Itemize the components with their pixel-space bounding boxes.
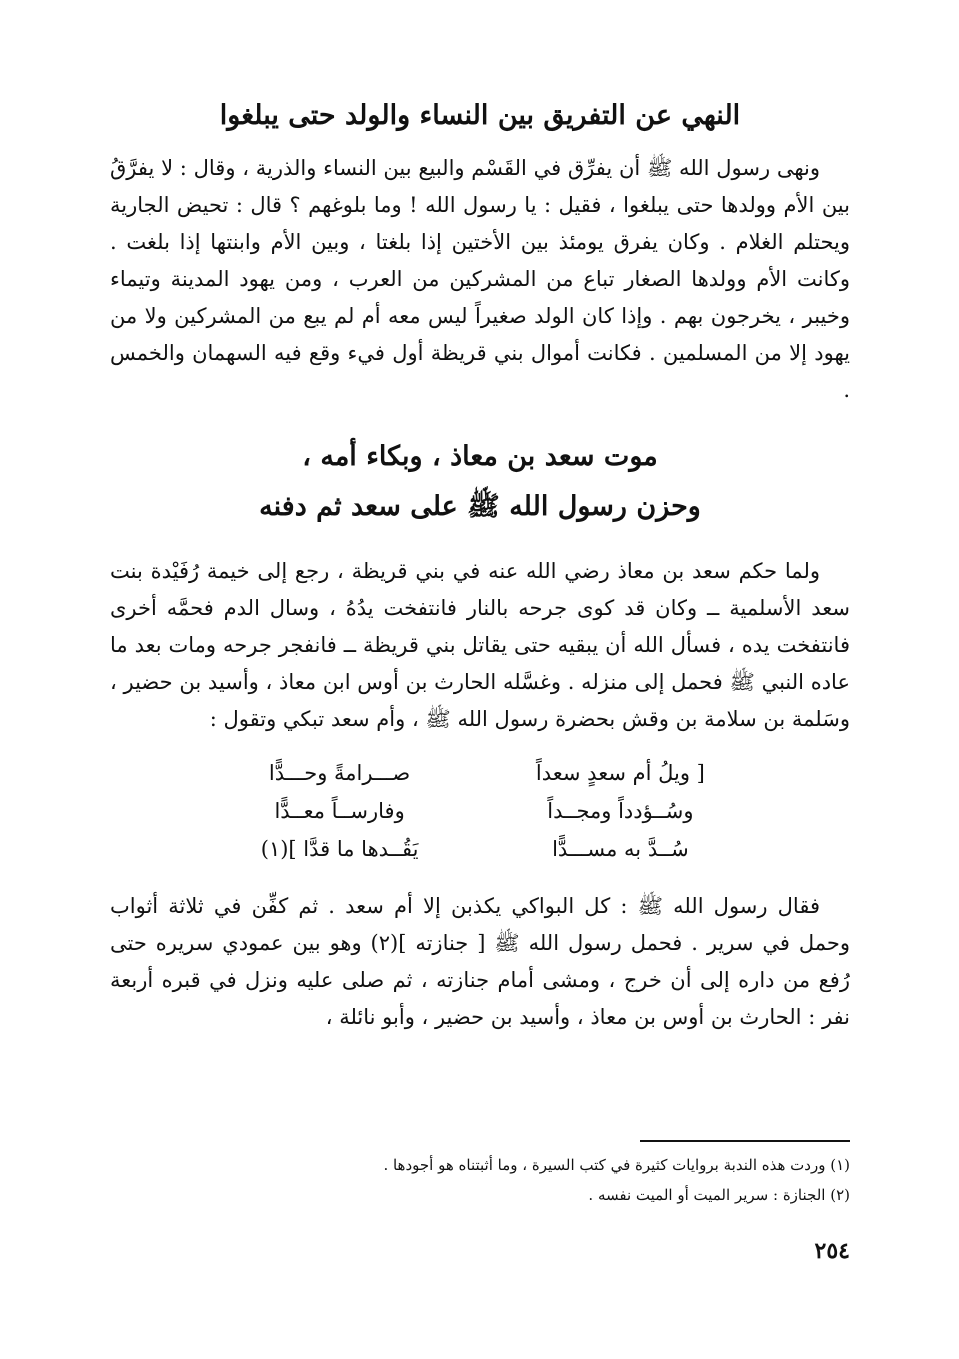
footnotes (110, 1150, 850, 1210)
poem-verse (220, 754, 740, 792)
paragraph-separation-ruling: ونهى رسول الله ﷺ أن يفرِّق في القَسْم والبيع بين النساء والذرية ، وقال : لا يفرَّقُ بين الأم وولدها حتى يبلغوا ، فقيل : يا رسول الله ! وما بلوغهم ؟ قال : تحيض الجارية ويحتلم الغلام . وكان يفرق يومئذ بين الأختين إذا بلغتا ، وبين الأم وابنتها إذا بلغت . وكانت الأم وولدها الصغار تباع من المشركين من العرب ، ومن يهود المدينة وتيماء وخيبر ، يخرجون بهم . وإذا كان الولد صغيراً ليس معه أم لم يبع من المشركين ولا من يهود إلا من المسلمين . فكانت أموال بني قريظة أول فيء وقع فيه السهمان والخمس . (110, 156, 850, 402)
paragraph-death-of-saad: ولما حكم سعد بن معاذ رضي الله عنه في بني قريظة ، رجع إلى خيمة رُفَيْدة بنت سعد الأسلمية ــ وكان قد كوى جرحه بالنار فانتفخت يدُهُ ، وسال الدم فحمَّه أخرى فانتفخت يده ، فسأل الله أن يبقيه حتى يقاتل بني قريظة ــ فانفجر جرحه ومات بعد ما عاده النبي ﷺ فحمل إلى منزله . وغسَّله الحارث بن أوس ابن معاذ ، وأسيد بن حضير ، وسَلمة بن سلامة بن وقش بحضرة رسول الله ﷺ ، وأم سعد تبكي وتقول : (110, 559, 850, 731)
verse-second-hemistich: صـــرامةً وحـــدًّا (268, 761, 411, 785)
footnote-1: (١) وردت هذه الندبة بروايات كثيرة في كتب السيرة ، وما أثبتناه هو أجودها . (383, 1156, 850, 1174)
section-heading-death-line2: وحزن رسول الله ﷺ على سعد ثم دفنه (259, 491, 701, 522)
paragraph-funeral: فقال رسول الله ﷺ : كل البواكي يكذبن إلا أم سعد . ثم كفِّن في ثلاثة أثواب وحمل في سرير . فحمل رسول الله ﷺ [ جنازته ](٢) وهو بين عمودي سريره حتى رُفع من داره إلى أن خرج ، ومشى أمام جنازته ، ثم صلى عليه ونزل في قبره أربعة نفر : الحارث بن أوس بن معاذ ، وأسيد بن حضير ، وأبو نائلة ، (110, 894, 850, 1029)
verse-second-hemistich: يَقُــدها ما قدَّا ](١) (260, 837, 419, 861)
verse-first-hemistich: سُــدَّ به مســـدًّا (552, 837, 689, 861)
section-heading-separation: النهي عن التفريق بين النساء والولد حتى يبلغوا (219, 100, 741, 131)
verse-first-hemistich: [ ويلُ أم سعدٍ سعداً (535, 761, 705, 785)
page-body (110, 96, 850, 1036)
verse-second-hemistich: وفارســاً معــدًّا (274, 799, 405, 823)
footnote-2: (٢) الجنازة : سرير الميت أو الميت نفسه . (588, 1186, 850, 1204)
footnote-divider (640, 1140, 850, 1142)
section-heading-death-line1: موت سعد بن معاذ ، وبكاء أمه ، (302, 441, 658, 472)
page-number: ٢٥٤ (814, 1238, 850, 1264)
poem (220, 754, 740, 868)
verse-first-hemistich: وسُــؤدداً ومجــداً (547, 799, 694, 823)
poem-verse (220, 830, 740, 868)
poem-verse (220, 792, 740, 830)
